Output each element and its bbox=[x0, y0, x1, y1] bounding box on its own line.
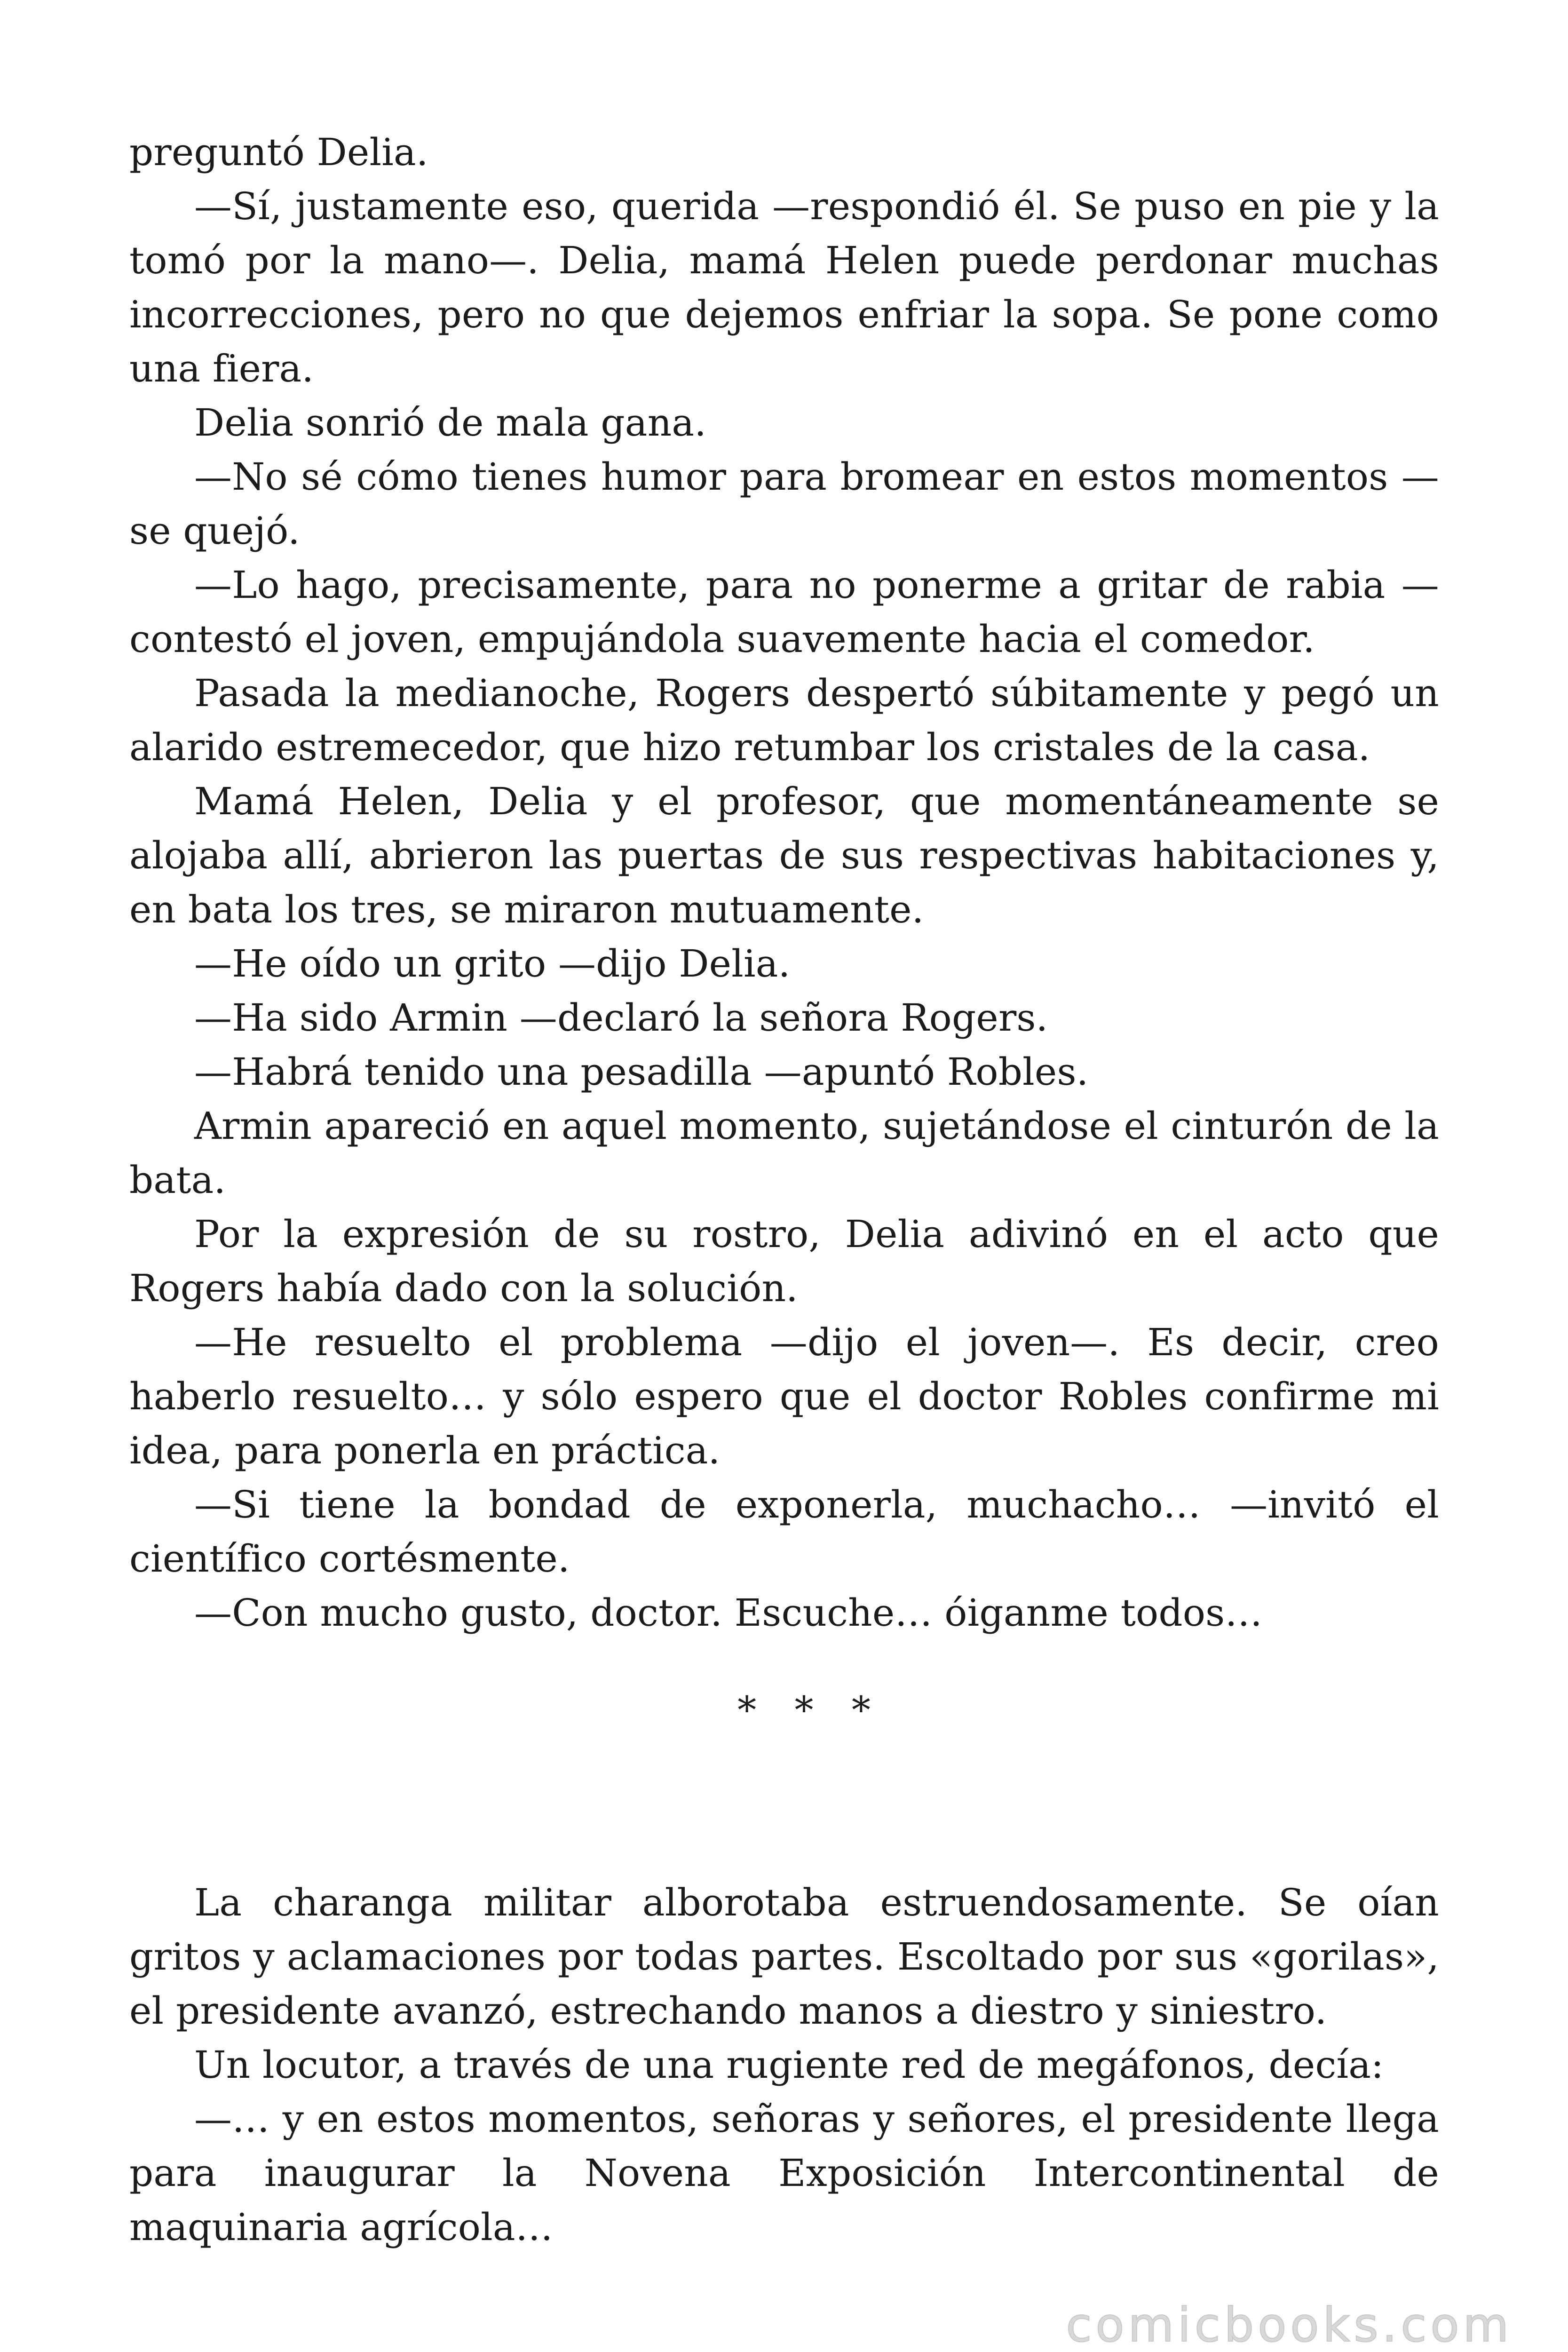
paragraph: Delia sonrió de mala gana. bbox=[194, 401, 706, 445]
paragraph: Por la expresión de su rostro, Delia adivinó en el acto que Rogers había dado con la solución. bbox=[129, 1212, 1439, 1310]
paragraph: —… y en estos momentos, señoras y señores, el presidente llega para inaugurar la Novena Exposición Intercontinental de maquinaria agrícola… bbox=[129, 2097, 1439, 2249]
paragraph: Pasada la medianoche, Rogers despertó súbitamente y pegó un alarido estremecedor, que hizo retumbar los cristales de la casa. bbox=[129, 671, 1439, 769]
paragraph: Mamá Helen, Delia y el profesor, que momentáneamente se alojaba allí, abrieron las puertas de sus respectivas habitaciones y, en bata los tres, se miraron mutuamente. bbox=[129, 779, 1439, 931]
paragraph: —Con mucho gusto, doctor. Escuche… óiganme todos… bbox=[194, 1591, 1263, 1635]
paragraph: —He oído un grito —dijo Delia. bbox=[194, 942, 791, 985]
paragraph: La charanga militar alborotaba estruendosamente. Se oían gritos y aclamaciones por todas partes. Escoltado por sus «gorilas», el presidente avanzó, estrechando manos a diestro y siniestro. bbox=[129, 1881, 1439, 2033]
paragraph: —Lo hago, precisamente, para no ponerme a gritar de rabia —contestó el joven, empujándola suavemente hacia el comedor. bbox=[129, 563, 1439, 661]
paragraph: —Habrá tenido una pesadilla —apuntó Robles. bbox=[194, 1050, 1089, 1094]
scene-break: * * * bbox=[737, 1688, 884, 1732]
paragraph: —Si tiene la bondad de exponerla, muchacho… —invitó el científico cortésmente. bbox=[129, 1483, 1439, 1581]
book-page-text bbox=[129, 125, 1439, 2254]
paragraph: —No sé cómo tienes humor para bromear en estos momentos —se quejó. bbox=[129, 455, 1439, 553]
paragraph: —Sí, justamente eso, querida —respondió él. Se puso en pie y la tomó por la mano—. Delia, mamá Helen puede perdonar muchas incorrecciones, pero no que dejemos enfriar la sopa. Se pone como una fiera. bbox=[129, 184, 1439, 390]
paragraph: Armin apareció en aquel momento, sujetándose el cinturón de la bata. bbox=[129, 1104, 1439, 1202]
paragraph: Un locutor, a través de una rugiente red de megáfonos, decía: bbox=[194, 2043, 1384, 2087]
watermark: comicbooks.com bbox=[1066, 2297, 1513, 2352]
paragraph: preguntó Delia. bbox=[129, 130, 428, 174]
paragraph: —Ha sido Armin —declaró la señora Rogers. bbox=[194, 996, 1048, 1040]
paragraph: —He resuelto el problema —dijo el joven—. Es decir, creo haberlo resuelto… y sólo espero que el doctor Robles confirme mi idea, para ponerla en práctica. bbox=[129, 1320, 1439, 1472]
